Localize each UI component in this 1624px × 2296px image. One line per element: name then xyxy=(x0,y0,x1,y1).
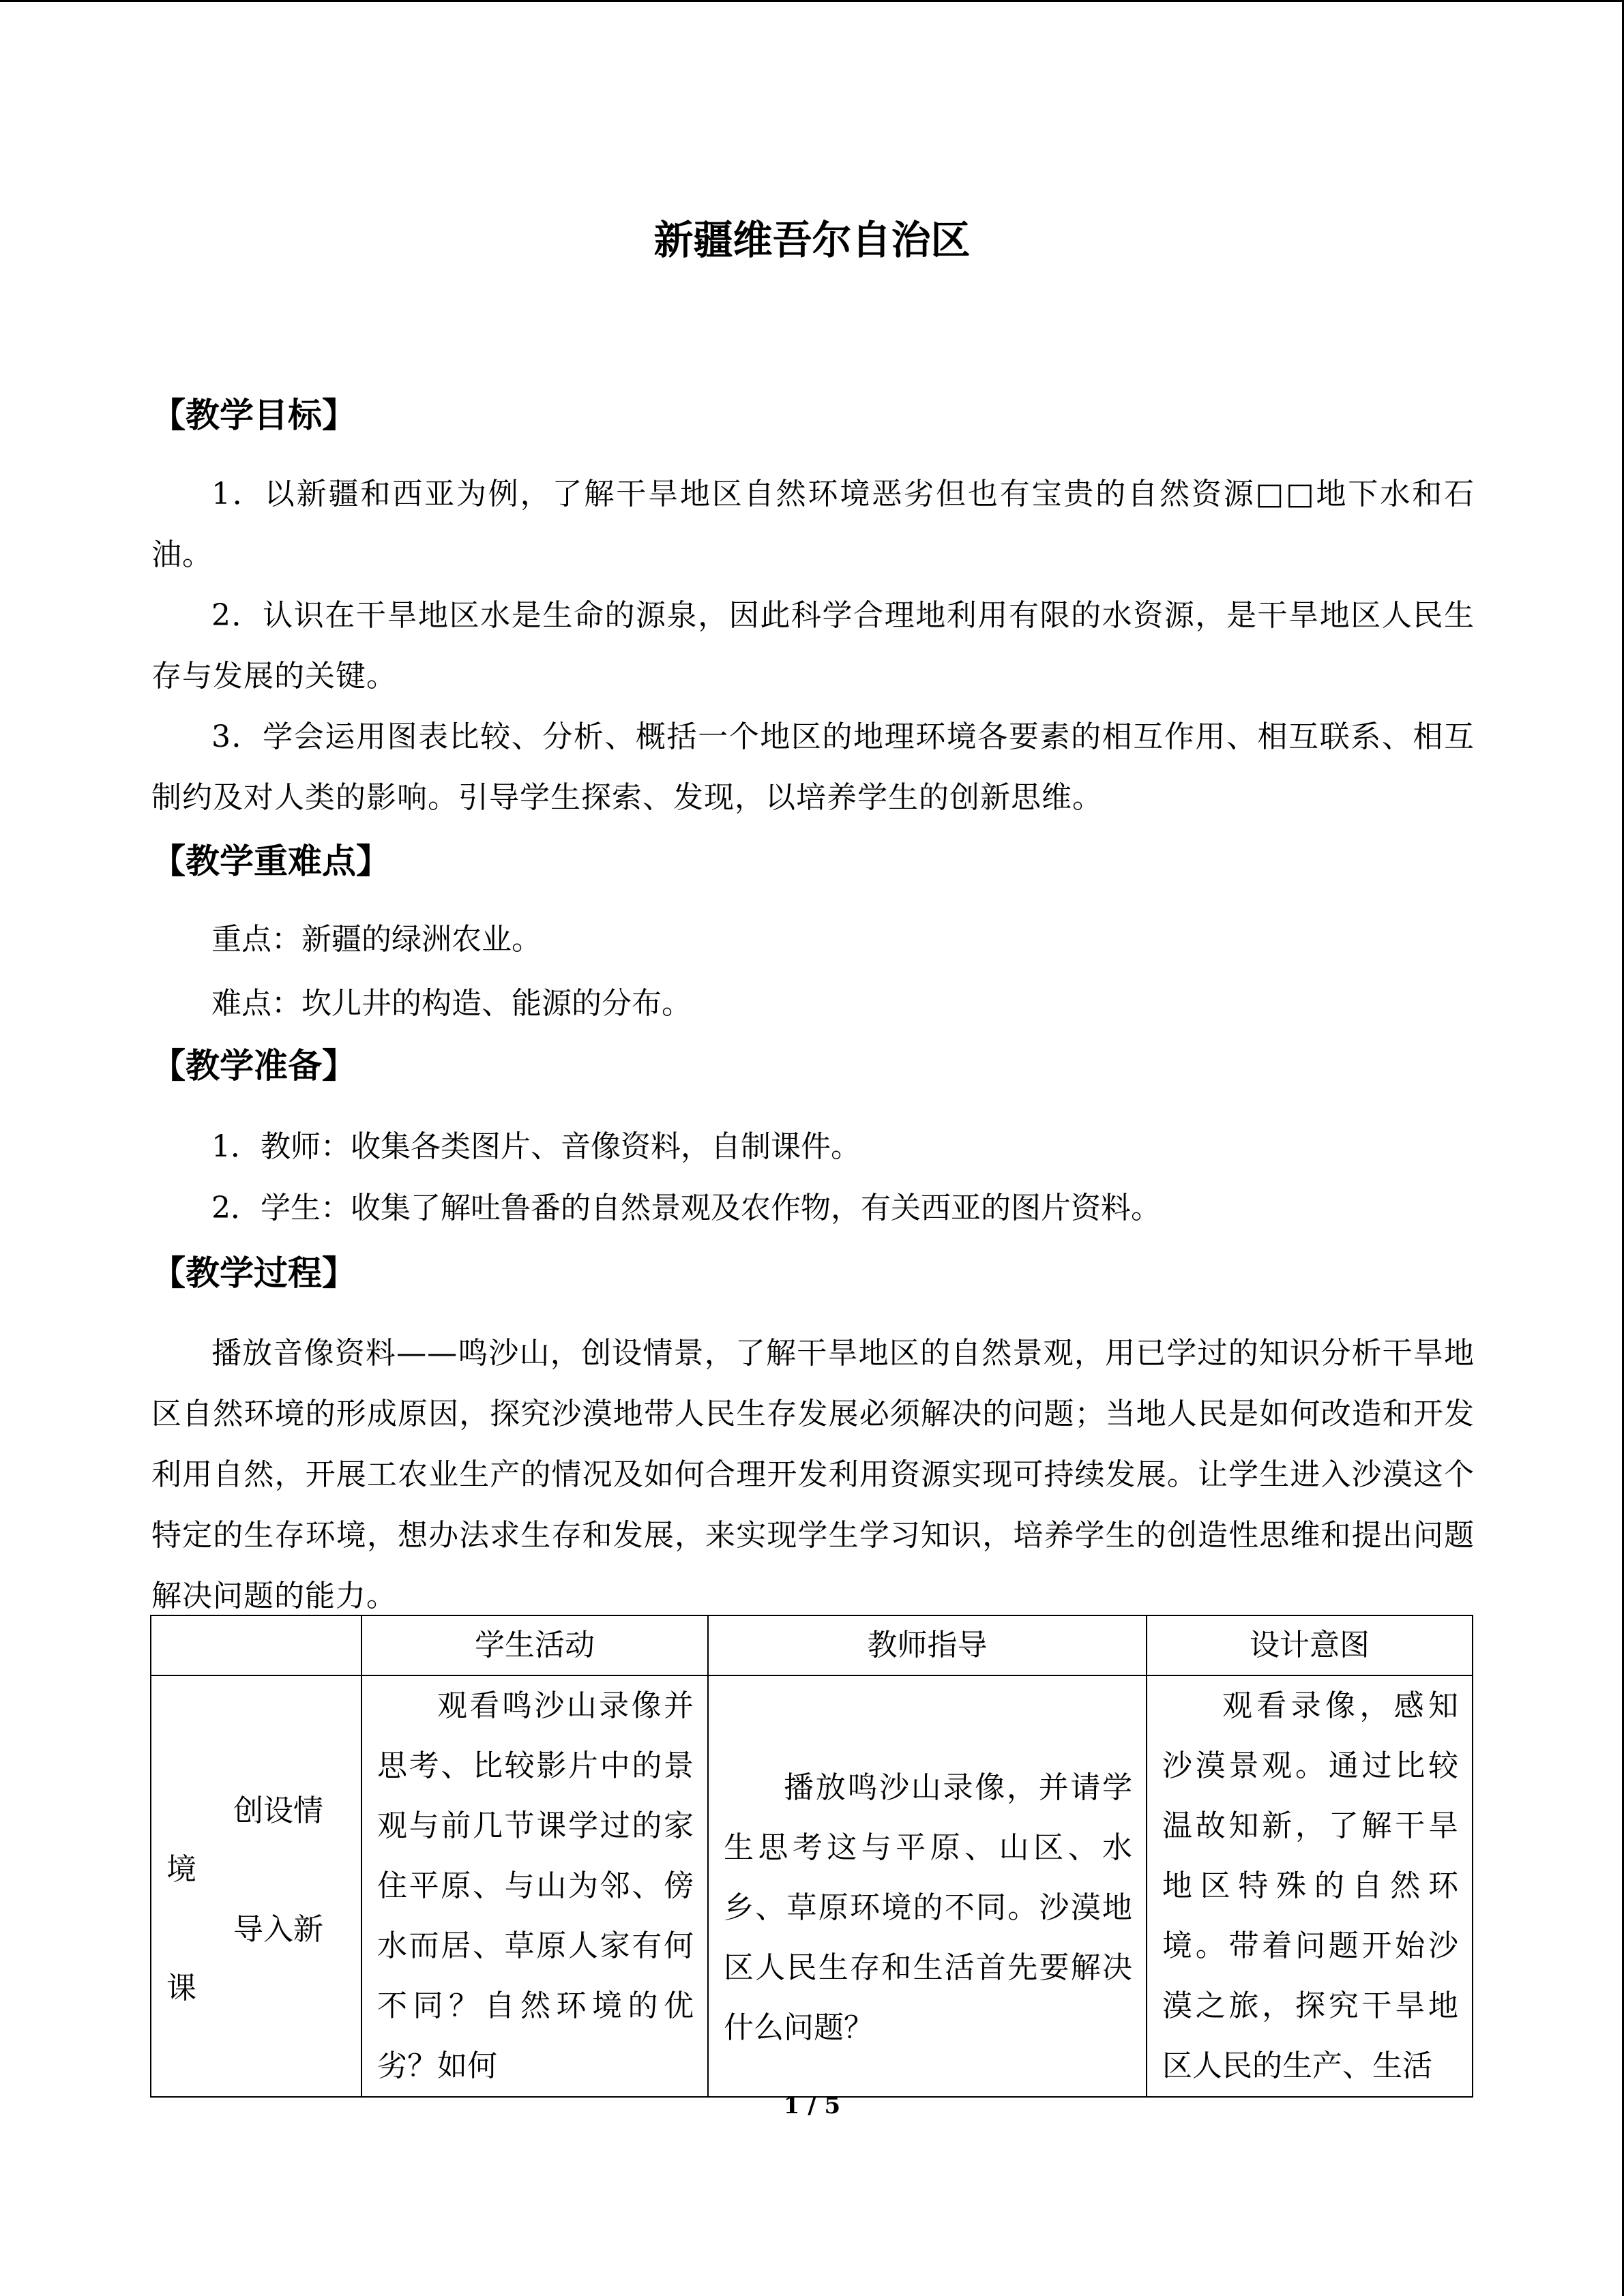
page-number: 1 / 5 xyxy=(783,2092,841,2119)
page-border-top xyxy=(0,0,1624,2)
stage-label-line-3: 导入新 xyxy=(233,1912,323,1947)
table-header-stage xyxy=(151,1615,361,1675)
stage-label-line-1: 创设情 xyxy=(233,1793,323,1828)
lesson-plan-table xyxy=(150,1615,1473,2098)
process-intro: 播放音像资料——鸣沙山，创设情景，了解干旱地区的自然景观，用已学过的知识分析干旱地区自然环境的形成原因，探究沙漠地带人民生存发展必须解决的问题；当地人民是如何改造和开发利用自然，开展工农业生产的情况及如何合理开发利用资源实现可持续发展。让学生进入沙漠这个特定的生存环境，想办法求生存和发展，来实现学生学习知识，培养学生的创造性思维和提出问题解决问题的能力。 xyxy=(151,1336,1475,1613)
section-heading-goals: 【教学目标】 xyxy=(151,396,356,435)
student-activity-text: 观看鸣沙山录像并思考、比较影片中的景观与前几节课学过的家住平原、与山为邻、傍水而居、草原人家有何不同？自然环境的优劣？如何 xyxy=(377,1688,694,2083)
table-header-student-activity: 学生活动 xyxy=(361,1615,708,1675)
table-row xyxy=(151,1675,1473,2097)
section-heading-preparation: 【教学准备】 xyxy=(151,1046,356,1086)
stage-label-line-2: 境 xyxy=(166,1852,196,1887)
preparation-student: 2．学生：收集了解吐鲁番的自然景观及农作物，有关西亚的图片资料。 xyxy=(211,1191,1161,1225)
goal-item-3: 3．学会运用图表比较、分析、概括一个地区的地理环境各要素的相互作用、相互联系、相互制约及对人类的影响。引导学生探索、发现，以培养学生的创新思维。 xyxy=(151,719,1475,815)
section-heading-process: 【教学过程】 xyxy=(151,1253,356,1293)
stage-label-line-4: 课 xyxy=(166,1971,196,2006)
design-intent-text: 观看录像，感知沙漠景观。通过比较温故知新，了解干旱地区特殊的自然环境。带着问题开始沙漠之旅，探究干旱地区人民的生产、生活 xyxy=(1162,1688,1458,2083)
goal-item-1: 1．以新疆和西亚为例，了解干旱地区自然环境恶劣但也有宝贵的自然资源□□地下水和石油。 xyxy=(151,477,1475,572)
teacher-guide-cell xyxy=(708,1675,1147,2097)
preparation-teacher: 1．教师：收集各类图片、音像资料，自制课件。 xyxy=(211,1129,861,1164)
table-header-row xyxy=(151,1615,1473,1675)
document-title: 新疆维吾尔自治区 xyxy=(653,217,971,263)
table-header-teacher-guide: 教师指导 xyxy=(708,1615,1147,1675)
key-point-difficulty: 难点：坎儿井的构造、能源的分布。 xyxy=(211,986,692,1021)
section-heading-key-points: 【教学重难点】 xyxy=(151,841,390,881)
stage-cell xyxy=(151,1675,361,2097)
table-header-design-intent: 设计意图 xyxy=(1147,1615,1473,1675)
goal-item-2: 2．认识在干旱地区水是生命的源泉，因此科学合理地利用有限的水资源，是干旱地区人民生存与发展的关键。 xyxy=(151,598,1475,694)
key-point-focus: 重点：新疆的绿洲农业。 xyxy=(211,922,542,957)
teacher-guide-text: 播放鸣沙山录像，并请学生思考这与平原、山区、水乡、草原环境的不同。沙漠地区人民生存和生活首先要解决什么问题？ xyxy=(724,1770,1132,2045)
student-activity-cell xyxy=(361,1675,708,2097)
design-intent-cell xyxy=(1147,1675,1473,2097)
